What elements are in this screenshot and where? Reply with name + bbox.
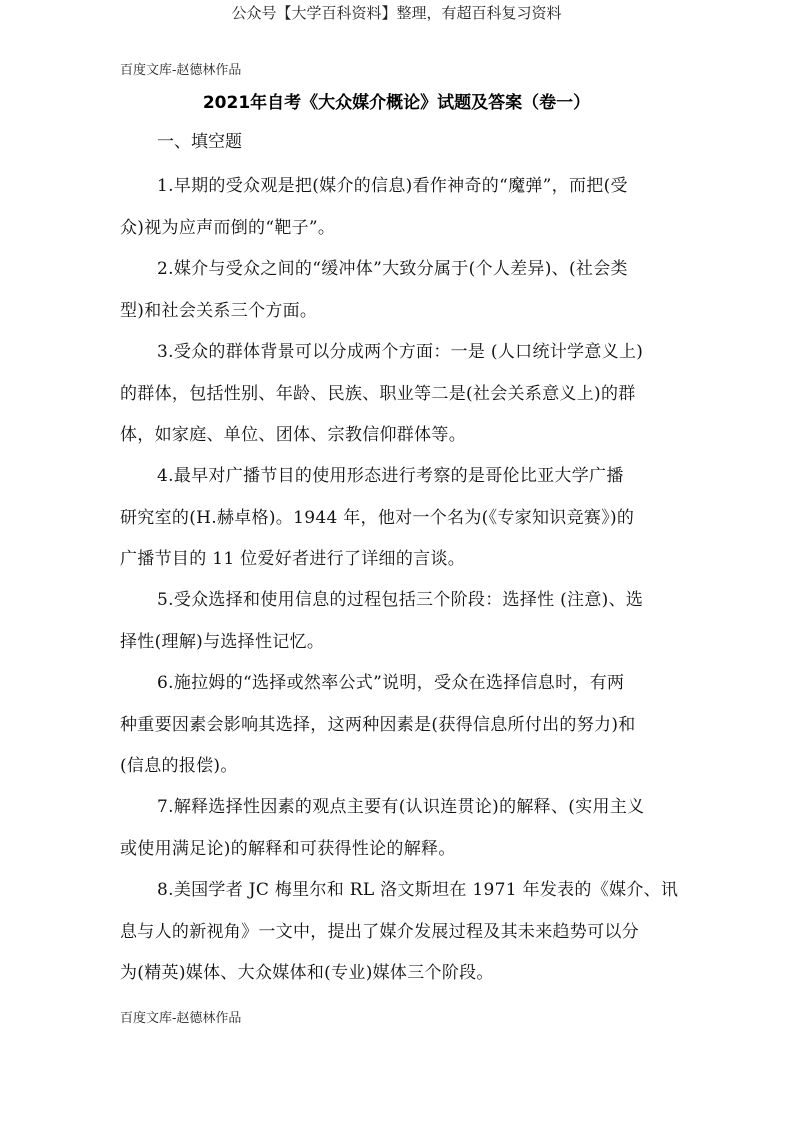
- question-1: [120, 166, 680, 249]
- header-note: 百度文库-赵德林作品: [120, 63, 242, 78]
- question-line: 体，如家庭、单位、团体、宗教信仰群体等。: [120, 425, 466, 445]
- question-line: 息与人的新视角》一文中，提出了媒介发展过程及其未来趋势可以分: [120, 921, 639, 942]
- question-line: 7.解释选择性因素的观点主要有(认识连贯论)的解释、(实用主义: [157, 797, 645, 817]
- document-title: 2021年自考《大众媒介概论》试题及答案（卷一）: [202, 93, 591, 113]
- footer-note: 百度文库-赵德林作品: [120, 1011, 242, 1026]
- question-2: [120, 249, 680, 332]
- section-heading: 一、填空题: [157, 132, 242, 152]
- question-line: 择性(理解)与选择性记忆。: [120, 631, 325, 652]
- question-line: (信息的报偿)。: [120, 756, 238, 776]
- question-line: 5.受众选择和使用信息的过程包括三个阶段：选择性 (注意)、选: [157, 590, 644, 610]
- question-line: 6.施拉姆的“选择或然率公式”说明，受众在选择信息时，有两: [157, 673, 625, 693]
- question-line: 2.媒介与受众之间的“缓冲体”大致分属于(个人差异)、(社会类: [157, 259, 628, 279]
- question-3: [120, 332, 680, 457]
- question-line: 的群体，包括性别、年龄、民族、职业等二是(社会关系意义上)的群: [120, 383, 636, 404]
- question-line: 或使用满足论)的解释和可获得性论的解释。: [120, 838, 456, 859]
- question-line: 为(精英)媒体、大众媒体和(专业)媒体三个阶段。: [120, 963, 494, 983]
- question-line: 广播节目的 11 位爱好者进行了详细的言谈。: [120, 549, 466, 569]
- question-line: 型)和社会关系三个方面。: [120, 300, 318, 321]
- question-line: 1.早期的受众观是把(媒介的信息)看作神奇的“魔弹”，而把(受: [157, 176, 628, 196]
- question-6: [120, 663, 680, 788]
- question-line: 4.最早对广播节目的使用形态进行考察的是哥伦比亚大学广播: [157, 466, 624, 486]
- question-line: 研究室的(H.赫卓格)。1944 年，他对一个名为(《专家知识竞赛》)的: [120, 507, 635, 528]
- question-5: [120, 580, 680, 663]
- top-banner: 公众号【大学百科资料】整理，有超百科复习资料: [231, 4, 562, 22]
- question-line: 3.受众的群体背景可以分成两个方面：一是 (人口统计学意义上): [157, 342, 644, 362]
- question-4: [120, 456, 680, 581]
- question-line: 众)视为应声而倒的“靶子”。: [120, 217, 336, 238]
- question-7: [120, 787, 680, 870]
- question-8: [120, 870, 680, 995]
- question-line: 8.美国学者 JC 梅里尔和 RL 洛文斯坦在 1971 年发表的《媒介、讯: [157, 880, 679, 900]
- question-line: 种重要因素会影响其选择，这两种因素是(获得信息所付出的努力)和: [120, 714, 636, 735]
